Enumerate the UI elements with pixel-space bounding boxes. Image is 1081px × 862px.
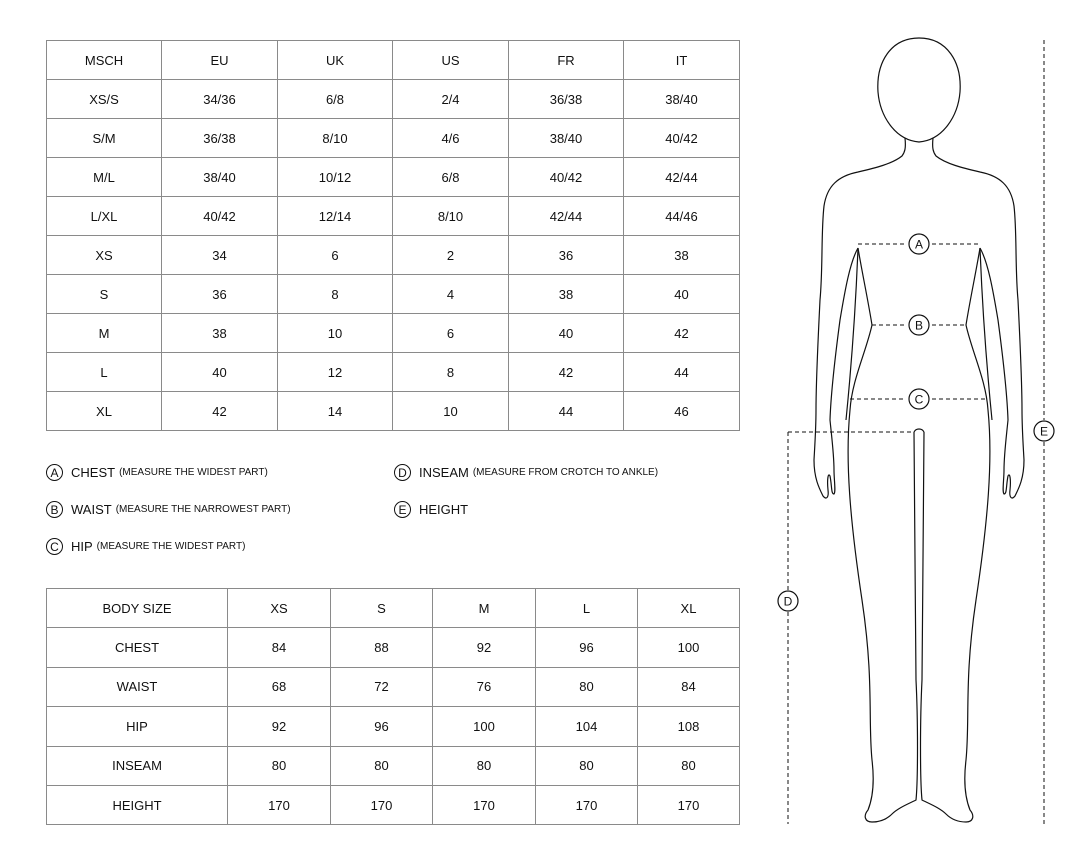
table-header-cell: EU (162, 41, 278, 80)
table-header-cell: M (433, 589, 536, 628)
legend-item-hip (46, 538, 245, 555)
table-cell: 4 (393, 275, 509, 314)
table-row (47, 158, 740, 197)
table-cell: 88 (331, 628, 433, 667)
table-cell: 84 (638, 667, 740, 706)
body-size-table (46, 588, 740, 825)
table-cell: 12/14 (278, 197, 393, 236)
table-header-cell: UK (278, 41, 393, 80)
table-cell: 84 (228, 628, 331, 667)
table-cell: 38 (509, 275, 624, 314)
legend-item-waist (46, 501, 291, 518)
marker-c (909, 389, 929, 409)
marker-b (909, 315, 929, 335)
table-header-row (47, 589, 740, 628)
table-cell: 36/38 (162, 119, 278, 158)
marker-e (1034, 421, 1054, 441)
table-cell: 96 (536, 628, 638, 667)
table-cell: 2/4 (393, 80, 509, 119)
table-row (47, 628, 740, 667)
table-cell: HIP (47, 707, 228, 746)
table-cell: 34/36 (162, 80, 278, 119)
marker-a-label: A (914, 237, 924, 252)
table-header-cell: XS (228, 589, 331, 628)
table-cell: 80 (331, 746, 433, 785)
table-row (47, 353, 740, 392)
legend-marker: A (46, 464, 63, 481)
legend-name: CHEST (71, 465, 116, 480)
legend-marker: E (394, 501, 411, 518)
table-header-cell: S (331, 589, 433, 628)
table-cell: 4/6 (393, 119, 509, 158)
table-cell: 108 (638, 707, 740, 746)
table-cell: 40/42 (162, 197, 278, 236)
size-conversion-table (46, 40, 740, 431)
table-cell: 38/40 (162, 158, 278, 197)
table-cell: 40 (624, 275, 740, 314)
table-cell: 6 (393, 314, 509, 353)
table-cell: 38/40 (509, 119, 624, 158)
table-cell: 170 (228, 785, 331, 824)
table-row (47, 80, 740, 119)
table-cell: 8 (278, 275, 393, 314)
table-row (47, 314, 740, 353)
table-cell: 44 (624, 353, 740, 392)
table-header-cell: L (536, 589, 638, 628)
table-header-cell: BODY SIZE (47, 589, 228, 628)
table-cell: 6 (278, 236, 393, 275)
legend-name: WAIST (71, 502, 112, 517)
table-cell: 46 (624, 392, 740, 431)
table-cell: S/M (47, 119, 162, 158)
legend-name: HEIGHT (419, 502, 469, 517)
table-cell: 80 (433, 746, 536, 785)
table-cell: 170 (638, 785, 740, 824)
table-cell: 10/12 (278, 158, 393, 197)
body-silhouette-icon (814, 38, 1024, 822)
body-measurement-figure (760, 30, 1070, 835)
table-row (47, 785, 740, 824)
table-cell: 12 (278, 353, 393, 392)
table-cell: 36/38 (509, 80, 624, 119)
table-cell: M (47, 314, 162, 353)
table-cell: 6/8 (393, 158, 509, 197)
table-cell: 6/8 (278, 80, 393, 119)
table-row (47, 119, 740, 158)
table-cell: 38 (162, 314, 278, 353)
table-cell: 8/10 (393, 197, 509, 236)
table-cell: 170 (331, 785, 433, 824)
table-cell: M/L (47, 158, 162, 197)
legend-desc: (MEASURE THE WIDEST PART) (96, 541, 246, 552)
table-cell: 2 (393, 236, 509, 275)
legend-name: HIP (71, 539, 93, 554)
marker-d-label: D (783, 594, 793, 609)
table-row (47, 275, 740, 314)
table-cell: 76 (433, 667, 536, 706)
table-cell: 36 (162, 275, 278, 314)
table-cell: 80 (228, 746, 331, 785)
table-cell: 92 (228, 707, 331, 746)
table-cell: 92 (433, 628, 536, 667)
table-cell: XL (47, 392, 162, 431)
legend-marker: C (46, 538, 63, 555)
legend-item-chest (46, 464, 268, 481)
table-cell: 8/10 (278, 119, 393, 158)
legend-item-inseam (394, 464, 658, 481)
legend-name: INSEAM (419, 465, 469, 480)
table-header-row (47, 41, 740, 80)
table-cell: 36 (509, 236, 624, 275)
table-cell: 170 (433, 785, 536, 824)
table-header-cell: XL (638, 589, 740, 628)
legend-desc: (MEASURE THE WIDEST PART) (119, 467, 268, 478)
table-cell: 170 (536, 785, 638, 824)
table-cell: XS/S (47, 80, 162, 119)
legend-item-height (394, 501, 468, 518)
table-cell: 10 (278, 314, 393, 353)
table-cell: 40/42 (624, 119, 740, 158)
table-cell: S (47, 275, 162, 314)
legend-marker: B (46, 501, 63, 518)
table-cell: 38 (624, 236, 740, 275)
marker-d (778, 591, 798, 611)
table-cell: 14 (278, 392, 393, 431)
table-header-cell: FR (509, 41, 624, 80)
table-cell: 96 (331, 707, 433, 746)
table-cell: 42 (509, 353, 624, 392)
table-cell: L/XL (47, 197, 162, 236)
table-cell: 44 (509, 392, 624, 431)
table-cell: 104 (536, 707, 638, 746)
measurement-lines (788, 40, 1044, 824)
table-cell: 38/40 (624, 80, 740, 119)
table-cell: 100 (433, 707, 536, 746)
table-cell: L (47, 353, 162, 392)
table-cell: 80 (536, 667, 638, 706)
legend-marker: D (394, 464, 411, 481)
table-cell: 42 (162, 392, 278, 431)
table-header-cell: MSCH (47, 41, 162, 80)
table-cell: 40/42 (509, 158, 624, 197)
marker-b-label: B (914, 318, 924, 333)
table-cell: 42/44 (509, 197, 624, 236)
table-cell: 72 (331, 667, 433, 706)
table-cell: 10 (393, 392, 509, 431)
table-cell: CHEST (47, 628, 228, 667)
table-row (47, 667, 740, 706)
table-cell: 68 (228, 667, 331, 706)
legend-desc: (MEASURE FROM CROTCH TO ANKLE) (472, 467, 659, 478)
table-cell: 80 (536, 746, 638, 785)
table-row (47, 746, 740, 785)
table-cell: 34 (162, 236, 278, 275)
table-row (47, 392, 740, 431)
table-row (47, 707, 740, 746)
table-cell: WAIST (47, 667, 228, 706)
table-cell: XS (47, 236, 162, 275)
table-cell: 100 (638, 628, 740, 667)
marker-c-label: C (914, 392, 924, 407)
table-cell: 42/44 (624, 158, 740, 197)
table-row (47, 236, 740, 275)
legend-desc: (MEASURE THE NARROWEST PART) (115, 504, 291, 515)
table-header-cell: US (393, 41, 509, 80)
table-cell: 40 (509, 314, 624, 353)
table-header-cell: IT (624, 41, 740, 80)
marker-a (909, 234, 929, 254)
table-cell: INSEAM (47, 746, 228, 785)
table-cell: 42 (624, 314, 740, 353)
table-row (47, 197, 740, 236)
table-cell: HEIGHT (47, 785, 228, 824)
marker-e-label: E (1039, 424, 1049, 439)
table-cell: 80 (638, 746, 740, 785)
table-cell: 44/46 (624, 197, 740, 236)
table-cell: 8 (393, 353, 509, 392)
table-cell: 40 (162, 353, 278, 392)
